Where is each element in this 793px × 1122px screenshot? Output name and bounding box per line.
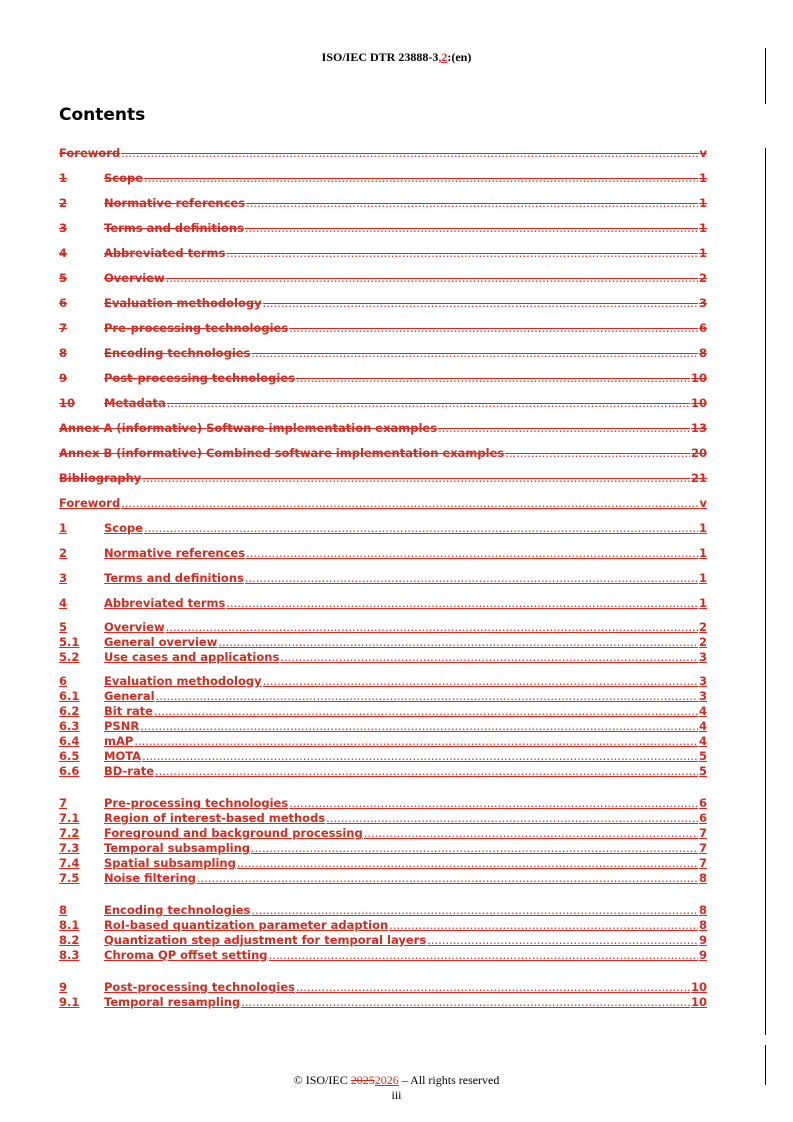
toc-entry-page: 10 (690, 980, 707, 994)
toc-entry-number: 5.1 (59, 635, 80, 649)
toc-entry[interactable] (59, 704, 707, 718)
toc-entry[interactable] (59, 196, 707, 210)
toc-entry-number: 6.6 (59, 764, 80, 778)
toc-entry-title: Temporal subsampling (104, 841, 250, 855)
toc-leader-dots (438, 421, 690, 435)
toc-entry-number: 7.5 (59, 871, 80, 885)
toc-leader-dots (251, 346, 698, 360)
toc-entry-page: v (699, 146, 707, 160)
toc-leader-dots (505, 446, 690, 460)
toc-entry-title: Evaluation methodology (104, 296, 262, 310)
toc-entry[interactable] (59, 826, 707, 840)
toc-entry[interactable] (59, 995, 707, 1009)
toc-entry-title: Overview (104, 271, 165, 285)
toc-entry[interactable] (59, 856, 707, 870)
toc-entry-number: 7.4 (59, 856, 80, 870)
toc-entry-title: Evaluation methodology (104, 674, 262, 688)
toc-entry-title: Post-processing technologies (104, 980, 295, 994)
toc-entry-page: 7 (698, 856, 707, 870)
toc-entry-number: 8.1 (59, 918, 80, 932)
toc-leader-dots (296, 371, 690, 385)
toc-entry-number: 6.4 (59, 734, 80, 748)
toc-leader-dots (241, 995, 690, 1009)
toc-entry-page: 13 (690, 421, 707, 435)
toc-entry-page: 1 (698, 521, 707, 535)
toc-entry-page: 2 (698, 620, 707, 634)
toc-entry-number: 8 (59, 346, 68, 360)
toc-entry[interactable] (59, 980, 707, 994)
toc-entry-title: Quantization step adjustment for temporal layers (104, 933, 427, 947)
toc-entry-number: 7.1 (59, 811, 80, 825)
toc-leader-dots (144, 521, 698, 535)
toc-entry-page: 3 (698, 674, 707, 688)
toc-leader-dots (218, 635, 698, 649)
toc-leader-dots (326, 811, 698, 825)
toc-entry-number: 6.3 (59, 719, 80, 733)
toc-entry-title: Foreground and background processing (104, 826, 363, 840)
toc-entry-title: Post-processing technologies (104, 371, 295, 385)
toc-entry-page: 1 (698, 196, 707, 210)
contents-title: Contents (59, 105, 146, 125)
toc-entry-title: Use cases and applications (104, 650, 280, 664)
toc-entry-page: 8 (698, 903, 707, 917)
toc-entry-title: Terms and definitions (104, 571, 244, 585)
toc-entry[interactable] (59, 446, 707, 460)
toc-entry-number: 7.3 (59, 841, 80, 855)
toc-leader-dots (263, 674, 698, 688)
toc-entry-page: 1 (698, 246, 707, 260)
toc-leader-dots (237, 856, 698, 870)
toc-entry-number: 7 (59, 321, 68, 335)
toc-leader-dots (246, 196, 698, 210)
change-bar (765, 48, 766, 104)
toc-entry[interactable] (59, 396, 707, 410)
toc-leader-dots (245, 571, 698, 585)
toc-entry-number: 9 (59, 371, 68, 385)
toc-leader-dots (142, 471, 690, 485)
toc-entry-title: mAP (104, 734, 134, 748)
toc-entry[interactable] (59, 674, 707, 688)
toc-entry-page: 10 (690, 371, 707, 385)
copyright-line (0, 1073, 793, 1088)
toc-entry-number: 7.2 (59, 826, 80, 840)
toc-entry-title: RoI-based quantization parameter adaption (104, 918, 389, 932)
toc-entry-number: 3 (59, 571, 68, 585)
toc-entry-title: General (104, 689, 155, 703)
header-lang: :(en) (447, 50, 472, 64)
toc-entry[interactable] (59, 749, 707, 763)
deleted-year: 2025 (350, 1073, 375, 1087)
toc-entry-page: 2 (698, 271, 707, 285)
toc-entry-page: 5 (698, 764, 707, 778)
inserted-year: 2026 (374, 1073, 399, 1087)
toc-leader-dots (251, 903, 698, 917)
toc-entry-title: Overview (104, 620, 165, 634)
toc-leader-dots (167, 396, 690, 410)
toc-entry[interactable] (59, 734, 707, 748)
toc-entry-page: 10 (690, 396, 707, 410)
toc-leader-dots (166, 620, 698, 634)
toc-entry-page: 21 (690, 471, 707, 485)
toc-entry-number: 6.5 (59, 749, 80, 763)
toc-entry[interactable] (59, 903, 707, 917)
toc-entry[interactable] (59, 689, 707, 703)
toc-entry-number: 7 (59, 796, 68, 810)
toc-entry[interactable] (59, 421, 707, 435)
toc-leader-dots (389, 918, 698, 932)
toc-entry-title: General overview (104, 635, 218, 649)
toc-entry-number: 9 (59, 980, 68, 994)
toc-entry[interactable] (59, 796, 707, 810)
toc-entry[interactable] (59, 918, 707, 932)
toc-entry-number: 10 (59, 396, 76, 410)
toc-leader-dots (121, 496, 698, 510)
toc-entry[interactable] (59, 371, 707, 385)
toc-entry-page: 9 (698, 933, 707, 947)
toc-entry-page: 1 (698, 171, 707, 185)
toc-leader-dots (269, 948, 698, 962)
toc-leader-dots (154, 704, 698, 718)
toc-entry[interactable] (59, 650, 707, 664)
toc-leader-dots (226, 246, 698, 260)
toc-entry-page: 7 (698, 826, 707, 840)
toc-entry-page: 6 (698, 796, 707, 810)
toc-entry[interactable] (59, 948, 707, 962)
toc-entry-page: 6 (698, 321, 707, 335)
toc-entry[interactable] (59, 146, 707, 160)
toc-entry-page: 4 (698, 704, 707, 718)
document-header (0, 50, 793, 65)
toc-entry-title: Spatial subsampling (104, 856, 236, 870)
toc-entry[interactable] (59, 471, 707, 485)
toc-entry[interactable] (59, 346, 707, 360)
toc-entry-page: 3 (698, 296, 707, 310)
toc-entry-title: Normative references (104, 196, 246, 210)
toc-entry-number: 5 (59, 271, 68, 285)
toc-entry-title: Scope (104, 171, 144, 185)
header-inserted-text: ,2 (438, 50, 448, 64)
toc-leader-dots (427, 933, 698, 947)
toc-entry-title: Bibliography (59, 471, 142, 485)
toc-entry-page: 1 (698, 546, 707, 560)
toc-entry[interactable] (59, 841, 707, 855)
toc-entry-number: 3 (59, 221, 68, 235)
toc-leader-dots (296, 980, 690, 994)
toc-entry-title: Normative references (104, 546, 246, 560)
toc-entry-title: Abbreviated terms (104, 596, 226, 610)
toc-entry[interactable] (59, 764, 707, 778)
toc-entry[interactable] (59, 719, 707, 733)
toc-entry-title: Chroma QP offset setting (104, 948, 268, 962)
toc-entry-title: Temporal resampling (104, 995, 241, 1009)
toc-entry-number: 1 (59, 521, 68, 535)
copyright-suffix: – All rights reserved (398, 1073, 500, 1087)
toc-entry[interactable] (59, 620, 707, 634)
toc-leader-dots (142, 749, 698, 763)
toc-entry-number: 4 (59, 596, 68, 610)
toc-entry-page: 4 (698, 719, 707, 733)
toc-entry-number: 2 (59, 546, 68, 560)
toc-entry-title: PSNR (104, 719, 140, 733)
toc-entry-page: 5 (698, 749, 707, 763)
toc-entry-page: 1 (698, 221, 707, 235)
toc-entry-number: 8.2 (59, 933, 80, 947)
toc-entry-number: 9.1 (59, 995, 80, 1009)
toc-entry-title: Foreword (59, 496, 121, 510)
toc-leader-dots (155, 764, 698, 778)
toc-entry-title: Encoding technologies (104, 346, 251, 360)
toc-entry-title: Foreword (59, 146, 121, 160)
page-footer (0, 1073, 793, 1103)
toc-entry[interactable] (59, 546, 707, 560)
toc-entry-number: 5.2 (59, 650, 80, 664)
toc-entry-number: 1 (59, 171, 68, 185)
toc-entry-number: 8.3 (59, 948, 80, 962)
toc-entry-number: 6 (59, 674, 68, 688)
toc-entry-number: 6 (59, 296, 68, 310)
toc-entry[interactable] (59, 571, 707, 585)
toc-leader-dots (251, 841, 698, 855)
toc-leader-dots (245, 221, 698, 235)
toc-entry-title: MOTA (104, 749, 142, 763)
toc-entry-number: 5 (59, 620, 68, 634)
toc-entry-title: Region of interest-based methods (104, 811, 326, 825)
toc-entry[interactable] (59, 221, 707, 235)
toc-entry[interactable] (59, 246, 707, 260)
toc-entry[interactable] (59, 521, 707, 535)
toc-entry-page: 6 (698, 811, 707, 825)
toc-entry-number: 6.1 (59, 689, 80, 703)
toc-entry-page: 8 (698, 918, 707, 932)
toc-leader-dots (166, 271, 698, 285)
toc-entry-title: Annex B (informative) Combined software implementation examples (59, 446, 505, 460)
toc-entry-title: Annex A (informative) Software implementation examples (59, 421, 438, 435)
toc-entry[interactable] (59, 171, 707, 185)
header-doc-id: ISO/IEC DTR 23888-3 (321, 50, 439, 64)
toc-entry-page: 20 (690, 446, 707, 460)
toc-entry[interactable] (59, 933, 707, 947)
toc-entry-title: Terms and definitions (104, 221, 244, 235)
toc-entry-title: Pre-processing technologies (104, 321, 289, 335)
page-number: iii (391, 1088, 402, 1102)
toc-leader-dots (364, 826, 698, 840)
toc-entry[interactable] (59, 496, 707, 510)
toc-entry-title: Metadata (104, 396, 166, 410)
toc-entry-page: 3 (698, 650, 707, 664)
toc-leader-dots (140, 719, 698, 733)
toc-leader-dots (289, 796, 698, 810)
toc-entry[interactable] (59, 871, 707, 885)
toc-entry-number: 6.2 (59, 704, 80, 718)
toc-entry-page: 2 (698, 635, 707, 649)
toc-leader-dots (197, 871, 698, 885)
toc-leader-dots (121, 146, 698, 160)
toc-entry-page: 9 (698, 948, 707, 962)
change-bar (765, 148, 766, 1035)
toc-entry-page: 1 (698, 596, 707, 610)
toc-entry-title: Encoding technologies (104, 903, 251, 917)
toc-entry[interactable] (59, 271, 707, 285)
toc-entry[interactable] (59, 296, 707, 310)
toc-entry[interactable] (59, 635, 707, 649)
toc-leader-dots (246, 546, 698, 560)
toc-entry-number: 4 (59, 246, 68, 260)
toc-leader-dots (289, 321, 698, 335)
toc-entry-title: Noise filtering (104, 871, 196, 885)
toc-entry-page: 3 (698, 689, 707, 703)
toc-leader-dots (226, 596, 698, 610)
toc-entry-title: Bit rate (104, 704, 153, 718)
toc-entry-number: 8 (59, 903, 68, 917)
toc-entry-number: 2 (59, 196, 68, 210)
toc-entry-title: Scope (104, 521, 144, 535)
toc-entry-page: 10 (690, 995, 707, 1009)
toc-entry-title: BD-rate (104, 764, 155, 778)
copyright-prefix: © ISO/IEC (293, 1073, 351, 1087)
toc-entry-title: Abbreviated terms (104, 246, 226, 260)
toc-entry[interactable] (59, 321, 707, 335)
toc-entry-page: 1 (698, 571, 707, 585)
toc-entry[interactable] (59, 811, 707, 825)
toc-entry-page: v (699, 496, 707, 510)
toc-entry-page: 8 (698, 871, 707, 885)
toc-leader-dots (144, 171, 698, 185)
toc-entry-page: 7 (698, 841, 707, 855)
toc-leader-dots (156, 689, 698, 703)
toc-leader-dots (263, 296, 698, 310)
toc-entry[interactable] (59, 596, 707, 610)
toc-entry-title: Pre-processing technologies (104, 796, 289, 810)
toc-leader-dots (134, 734, 698, 748)
toc-entry-page: 8 (698, 346, 707, 360)
toc-entry-page: 4 (698, 734, 707, 748)
toc-leader-dots (280, 650, 698, 664)
